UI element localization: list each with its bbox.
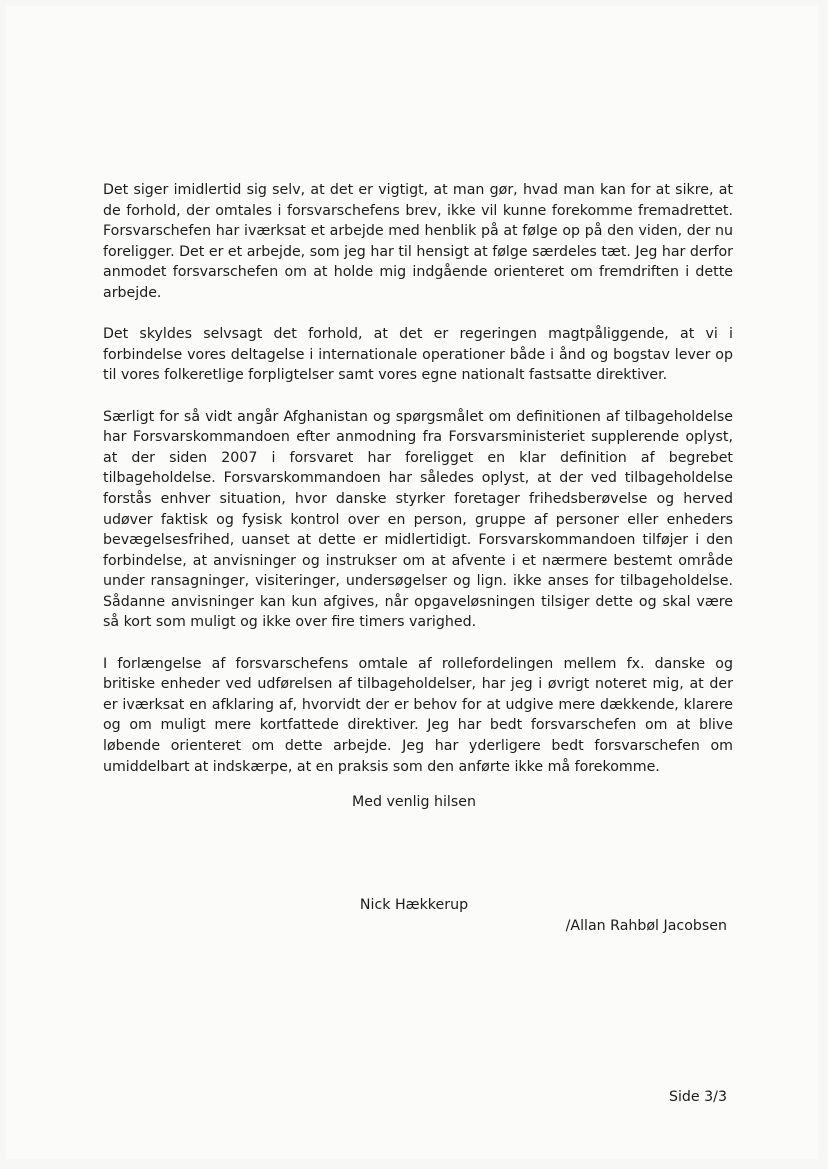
closing-greeting: Med venlig hilsen bbox=[352, 794, 476, 810]
paragraph-3: Særligt for så vidt angår Afghanistan og spørgsmålet om definitionen af tilbageholdelse har Forsvarskommandoen efter anmodning fra Forsvarsministeriet supplerende oplyst, at der siden 2007 i forsvaret har foreligget en klar definition af begrebet tilbageholdelse. Forsvarskommandoen har således oplyst, at der ved tilbageholdelse forstås enhver situation, hvor danske styrker foretager frihedsberøvelse og herved udøver faktisk og fysisk kontrol over en person, gruppe af personer eller enheders bevægelsesfrihed, uanset at dette er midlertidigt. Forsvarskommandoen tilføjer i den forbindelse, at anvisninger og instrukser om at afvente i et nærmere bestemt område under ransagninger, visiteringer, undersøgelser og lign. ikke anses for tilbageholdelse. Sådanne anvisninger kan kun afgives, når opgaveløsningen tilsiger dette og skal være så kort som muligt og ikke over fire timers varighed. bbox=[103, 408, 733, 631]
cosigner-name: /Allan Rahbøl Jacobsen bbox=[565, 918, 727, 934]
paragraph-4: I forlængelse af forsvarschefens omtale af rollefordelingen mellem fx. danske og britiske enheder ved udførelsen af tilbageholdelser, har jeg i øvrigt noteret mig, at der er iværksat en afklaring af, hvorvidt der er behov for at udgive mere dækkende, klarere og om muligt mere kortfattede direktiver. Jeg har bedt forsvarschefen om at blive løbende orienteret om dette arbejde. Jeg har yderligere bedt forsvarschefen om umiddelbart at indskærpe, at en praksis som den anførte ikke må forekomme. bbox=[103, 655, 733, 775]
letter-body bbox=[103, 180, 733, 798]
signer-name: Nick Hækkerup bbox=[359, 897, 469, 913]
page-number: Side 3/3 bbox=[668, 1089, 727, 1105]
paragraph-1: Det siger imidlertid sig selv, at det er vigtigt, at man gør, hvad man kan for at sikre, at de forhold, der omtales i forsvarschefens brev, ikke vil kunne forekomme fremadrettet. Forsvarschefen har iværksat et arbejde med henblik på at følge op på den viden, der nu foreligger. Det er et arbejde, som jeg har til hensigt at følge særdeles tæt. Jeg har derfor anmodet forsvarschefen om at holde mig indgående orienteret om fremdriften i dette arbejde. bbox=[103, 182, 733, 301]
paragraph-2: Det skyldes selvsagt det forhold, at det er regeringen magtpåliggende, at vi i forbindelse vores deltagelse i internationale operationer både i ånd og bogstav lever op til vores folkeretlige forpligtelser samt vores egne nationalt fastsatte direktiver. bbox=[103, 326, 733, 384]
